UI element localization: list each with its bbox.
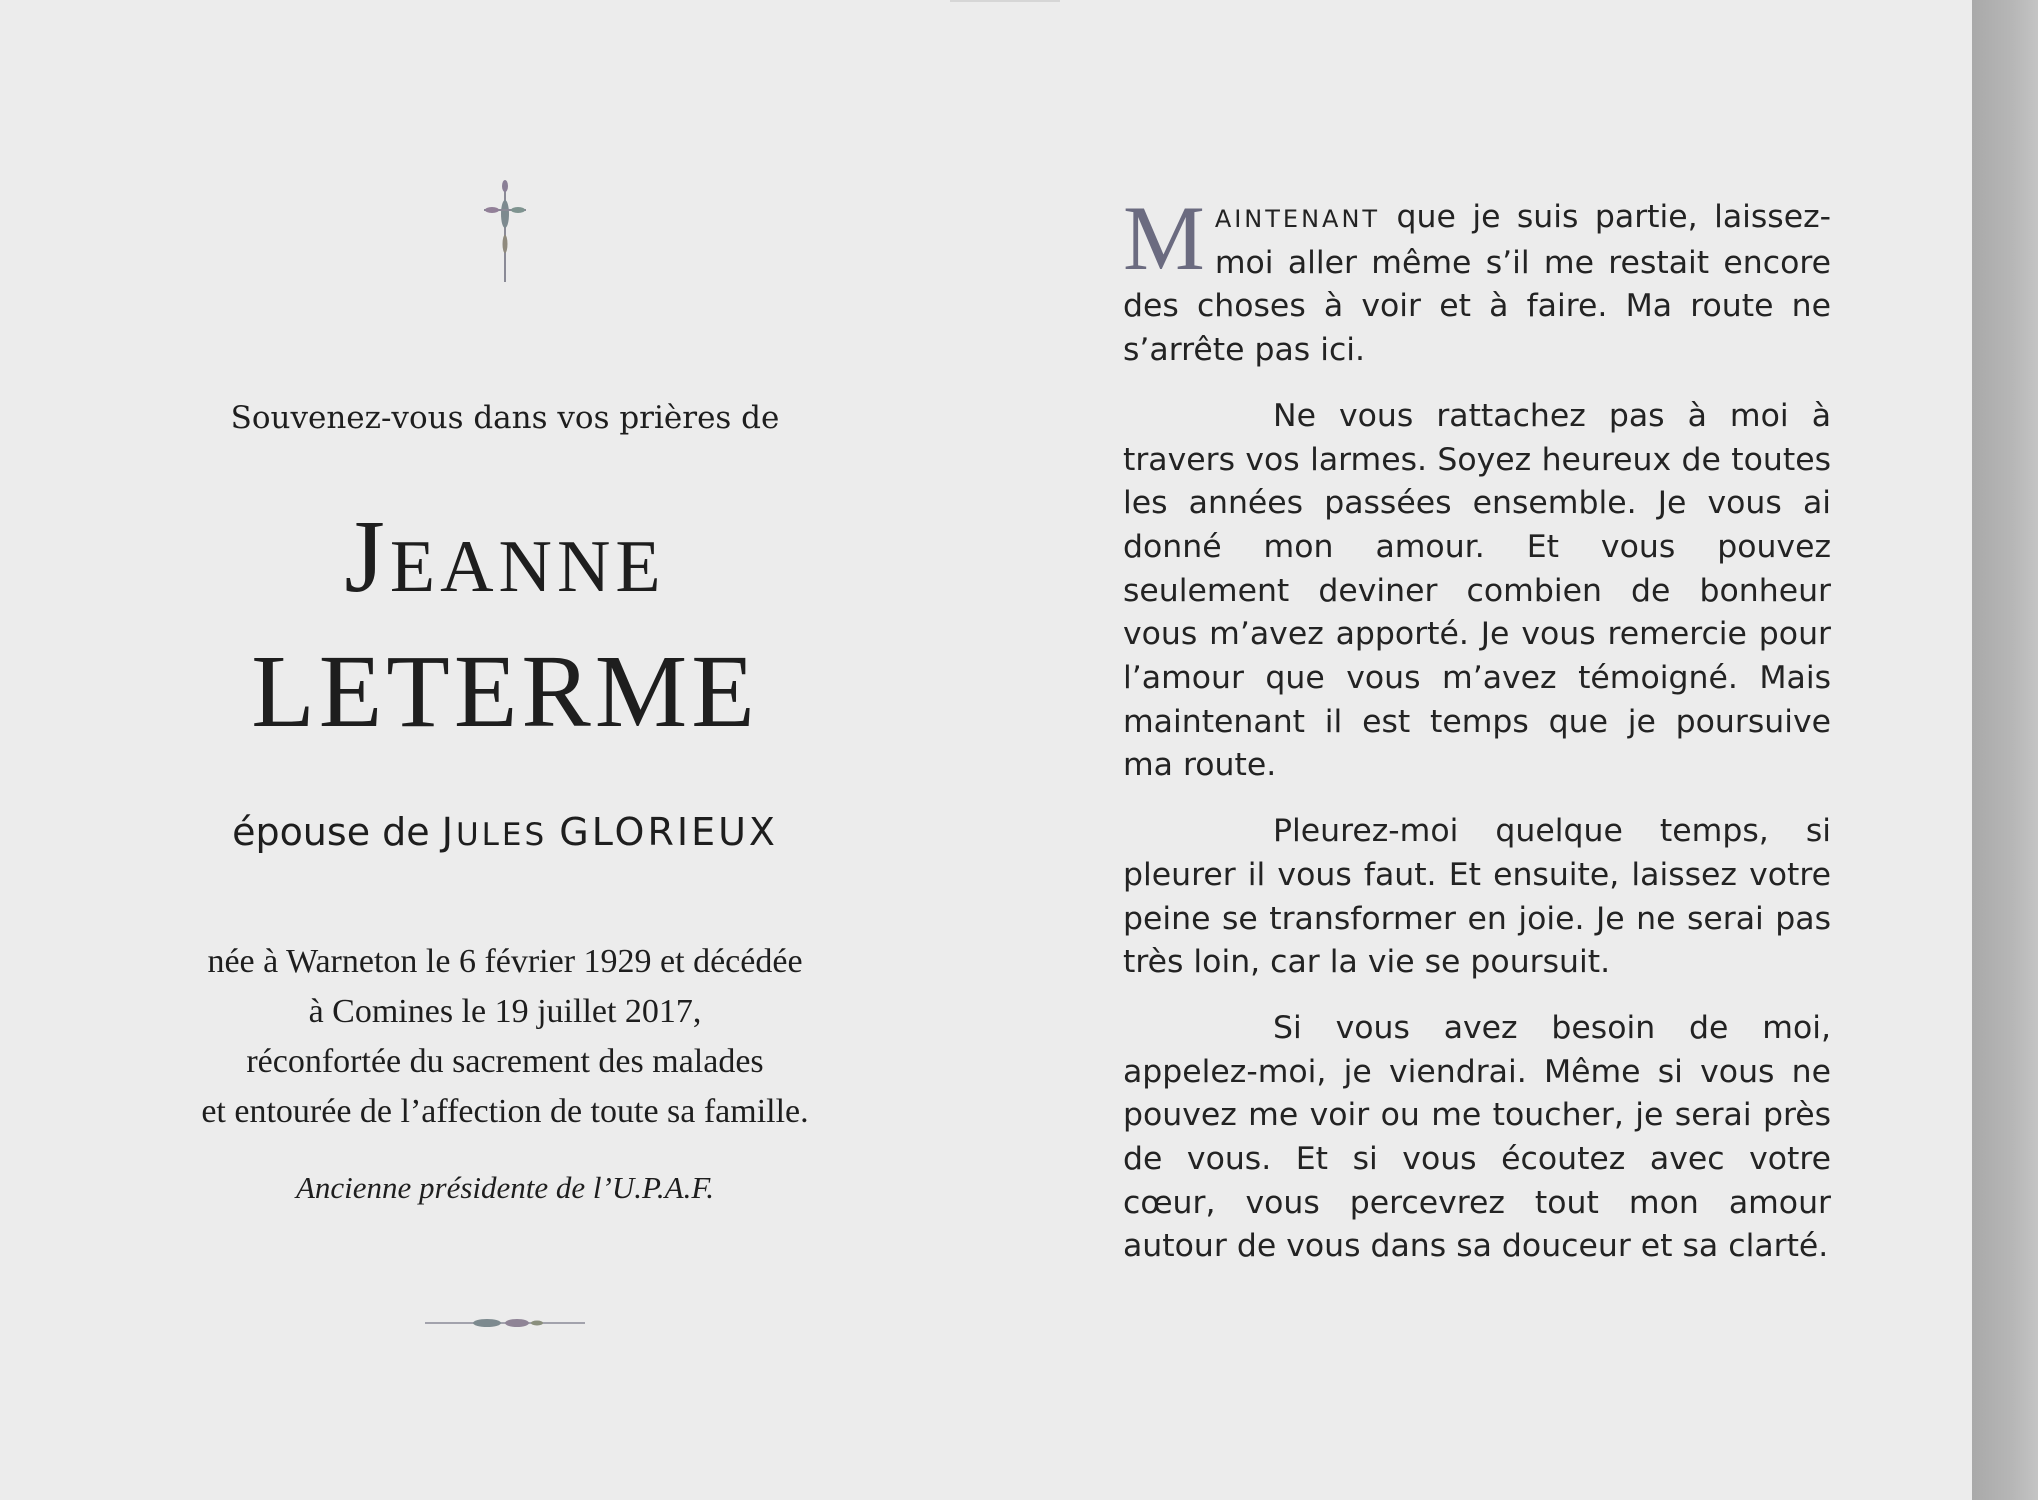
lead-smallcaps: AINTENANT: [1214, 205, 1381, 233]
poem-paragraph-2: Ne vous rattachez pas à moi à travers vos larmes. Soyez heureux de toutes les années passées ensemble. Je vous ai donné mon amour. Et vous pouvez seulement deviner combien de bonheur vous m’avez apporté. Je vous remercie pour l’amour que vous m’avez témoigné. Mais maintenant il est temps que je poursuive ma route.: [1123, 397, 1831, 784]
intro-line: Souvenez-vous dans vos prières de: [230, 400, 780, 436]
poem: [1123, 187, 1831, 1291]
poem-paragraph-4: Si vous avez besoin de moi, appelez-moi, je viendrai. Même si vous ne pouvez me voir ou me toucher, je serai près de vous. Et si vous écoutez avec votre cœur, vous percevrez tout mon amour autour de vous dans sa douceur et sa clarté.: [1123, 1009, 1831, 1265]
former-role: Ancienne présidente de l’U.P.A.F.: [295, 1170, 715, 1205]
spouse-first-rest: ULES: [455, 817, 548, 853]
top-crease-mark: [950, 0, 1060, 2]
bio-line: à Comines le 19 juillet 2017,: [308, 993, 702, 1030]
deceased-first-name: [120, 499, 890, 614]
poem-paragraph: [1123, 187, 1831, 373]
poem-paragraph-3: Pleurez-moi quelque temps, si pleurer il vous faut. Et ensuite, laissez votre peine se transformer en joie. Je ne serai pas très loin, car la vie se poursuit.: [1123, 813, 1831, 981]
spouse-prefix: épouse de: [232, 810, 430, 854]
drop-cap: M: [1123, 187, 1205, 289]
cross-icon: [482, 178, 528, 284]
bio-line: et entourée de l’affection de toute sa famille.: [201, 1093, 809, 1130]
biography: [120, 937, 890, 1137]
divider-ornament-icon: [425, 1315, 585, 1331]
spouse-last-name: GLORIEUX: [559, 810, 778, 854]
spouse-line: [120, 810, 890, 854]
bio-line: réconfortée du sacrement des malades: [246, 1043, 764, 1080]
poem-paragraph-1-text: que je suis partie, laissez-moi aller même s’il me restait encore des choses à voir et à faire. Ma route ne s’arrête pas ici.: [1123, 199, 1831, 369]
first-name-rest: EANNE: [389, 526, 666, 608]
bio-line: née à Warneton le 6 février 1929 et décédée: [207, 943, 803, 980]
spouse-first-initial: J: [441, 810, 456, 854]
first-name-initial: J: [344, 499, 390, 614]
deceased-last-name: LETERME: [251, 634, 759, 749]
scan-edge-shadow: [1972, 0, 2038, 1500]
